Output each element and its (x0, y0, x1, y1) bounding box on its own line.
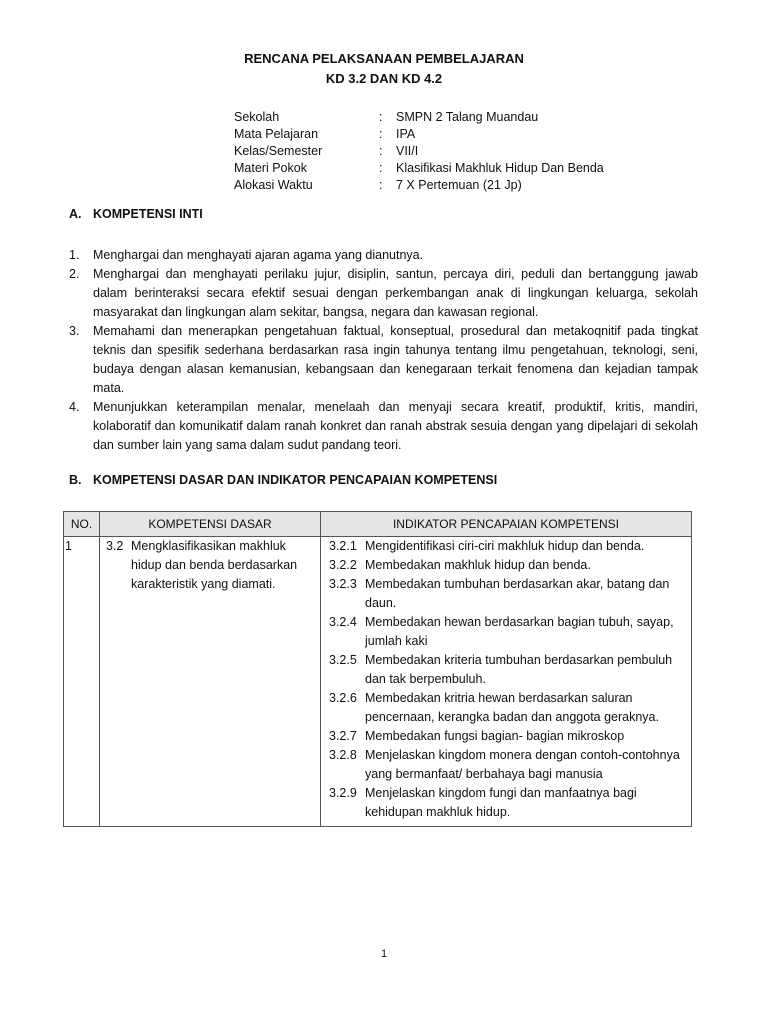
info-row-kelas-semester (234, 143, 714, 160)
section-letter: A. (69, 207, 82, 221)
indicator-text: Menjelaskan kingdom fungi dan manfaatnya bagi kehidupan makhluk hidup. (365, 786, 637, 819)
kd-entry (100, 537, 320, 598)
indicator-item (329, 613, 683, 651)
info-row-mata-pelajaran (234, 126, 714, 143)
section-letter: B. (69, 473, 82, 487)
info-row-sekolah (234, 109, 714, 126)
indicator-text: Mengidentifikasi ciri-ciri makhluk hidup dan benda. (365, 539, 645, 553)
list-text: Menghargai dan menghayati ajaran agama yang dianutnya. (93, 248, 424, 262)
header-indikator: INDIKATOR PENCAPAIAN KOMPETENSI (321, 512, 692, 537)
info-row-alokasi-waktu (234, 177, 714, 194)
list-item (69, 265, 698, 322)
indicator-code: 3.2.3 (329, 577, 357, 591)
indicator-code: 3.2.2 (329, 558, 357, 572)
indicator-item (329, 556, 683, 575)
indicator-item (329, 537, 683, 556)
kd-code: 3.2 (106, 539, 124, 553)
page-number: 1 (380, 948, 388, 960)
row-number: 1 (65, 539, 72, 553)
indicator-item (329, 784, 683, 822)
info-value: Klasifikasi Makhluk Hidup Dan Benda (396, 161, 604, 175)
identity-block (234, 109, 714, 194)
indicator-code: 3.2.9 (329, 786, 357, 800)
indicator-list (321, 537, 691, 826)
indicator-text: Membedakan kriteria tumbuhan berdasarkan pembuluh dan tak berpembuluh. (365, 653, 673, 686)
info-label: Materi Pokok (234, 161, 307, 175)
indicator-text: Menjelaskan kingdom monera dengan contoh-contohnya yang bermanfaat/ berbahaya bagi manusia (365, 748, 680, 781)
indicator-text: Membedakan kritria hewan berdasarkan saluran pencernaan, kerangka badan dan anggota geraknya. (365, 691, 659, 724)
list-number: 3. (69, 324, 80, 338)
header-kompetensi-dasar: KOMPETENSI DASAR (100, 512, 321, 537)
cell-kompetensi-dasar (100, 537, 321, 827)
list-number: 4. (69, 400, 80, 414)
document-subtitle: KD 3.2 DAN KD 4.2 (325, 71, 443, 86)
section-title: KOMPETENSI DASAR DAN INDIKATOR PENCAPAIAN KOMPETENSI (93, 473, 498, 487)
info-row-materi-pokok (234, 160, 714, 177)
indicator-code: 3.2.7 (329, 729, 357, 743)
list-item (69, 322, 698, 398)
indicator-code: 3.2.4 (329, 615, 357, 629)
indicator-code: 3.2.1 (329, 539, 357, 553)
kompetensi-inti-list (69, 246, 698, 455)
info-label: Mata Pelajaran (234, 127, 319, 141)
info-value: 7 X Pertemuan (21 Jp) (396, 178, 522, 192)
header-no: NO. (64, 512, 100, 537)
section-heading-kompetensi-inti (69, 207, 203, 221)
list-number: 1. (69, 248, 80, 262)
indicator-text: Membedakan tumbuhan berdasarkan akar, batang dan daun. (365, 577, 670, 610)
indicator-item (329, 746, 683, 784)
indicator-text: Membedakan hewan berdasarkan bagian tubuh, sayap, jumlah kaki (365, 615, 674, 648)
info-value: VII/I (396, 144, 419, 158)
list-item (69, 246, 698, 265)
list-item (69, 398, 698, 455)
kompetensi-dasar-table (63, 511, 692, 827)
indicator-item (329, 575, 683, 613)
section-heading-kompetensi-dasar (69, 473, 497, 487)
section-title: KOMPETENSI INTI (93, 207, 203, 221)
info-colon: : (379, 144, 383, 158)
indicator-code: 3.2.5 (329, 653, 357, 667)
kd-text: Mengklasifikasikan makhluk hidup dan benda berdasarkan karakteristik yang diamati. (131, 539, 298, 591)
list-text: Menghargai dan menghayati perilaku jujur, disiplin, santun, percaya diri, peduli dan bertanggung jawab dalam berinteraksi secara efektif sesuai dengan perkembangan anak di lingkungan keluarga, sekolah masyarakat dan lingkungan alam sekitar, bangsa, negara dan kawasan regional. (93, 267, 698, 319)
list-number: 2. (69, 267, 80, 281)
cell-indikator (321, 537, 692, 827)
indicator-item (329, 651, 683, 689)
indicator-code: 3.2.8 (329, 748, 357, 762)
indicator-text: Membedakan makhluk hidup dan benda. (365, 558, 591, 572)
indicator-item (329, 727, 683, 746)
info-colon: : (379, 127, 383, 141)
list-text: Memahami dan menerapkan pengetahuan faktual, konseptual, prosedural dan metakoqnitif pada tingkat teknis dan spesifik sederhana berdasarkan rasa ingin tahunya tentang ilmu pengetahuan, teknologi, seni, budaya dengan alasan kemanusian, kebangsaan dan kenegaraan terkait fenomena dan kejadian tampak mata. (93, 324, 698, 395)
info-colon: : (379, 178, 383, 192)
table-row (64, 537, 692, 827)
info-colon: : (379, 110, 383, 124)
cell-no (64, 537, 100, 827)
list-text: Menunjukkan keterampilan menalar, menelaah dan menyaji secara kreatif, produktif, kritis, mandiri, kolaboratif dan komunikatif dalam ranah konkret dan ranah abstrak sesuia dengan yang dipelajari di sekolah dan sumber lain yang sama dalam sudut pandang teori. (93, 400, 698, 452)
table-header-row (64, 512, 692, 537)
indicator-code: 3.2.6 (329, 691, 357, 705)
document-title: RENCANA PELAKSANAAN PEMBELAJARAN (244, 51, 524, 66)
info-label: Kelas/Semester (234, 144, 323, 158)
info-label: Alokasi Waktu (234, 178, 313, 192)
info-label: Sekolah (234, 110, 280, 124)
indicator-item (329, 689, 683, 727)
info-value: IPA (396, 127, 416, 141)
info-colon: : (379, 161, 383, 175)
indicator-text: Membedakan fungsi bagian- bagian mikroskop (365, 729, 625, 743)
info-value: SMPN 2 Talang Muandau (396, 110, 539, 124)
